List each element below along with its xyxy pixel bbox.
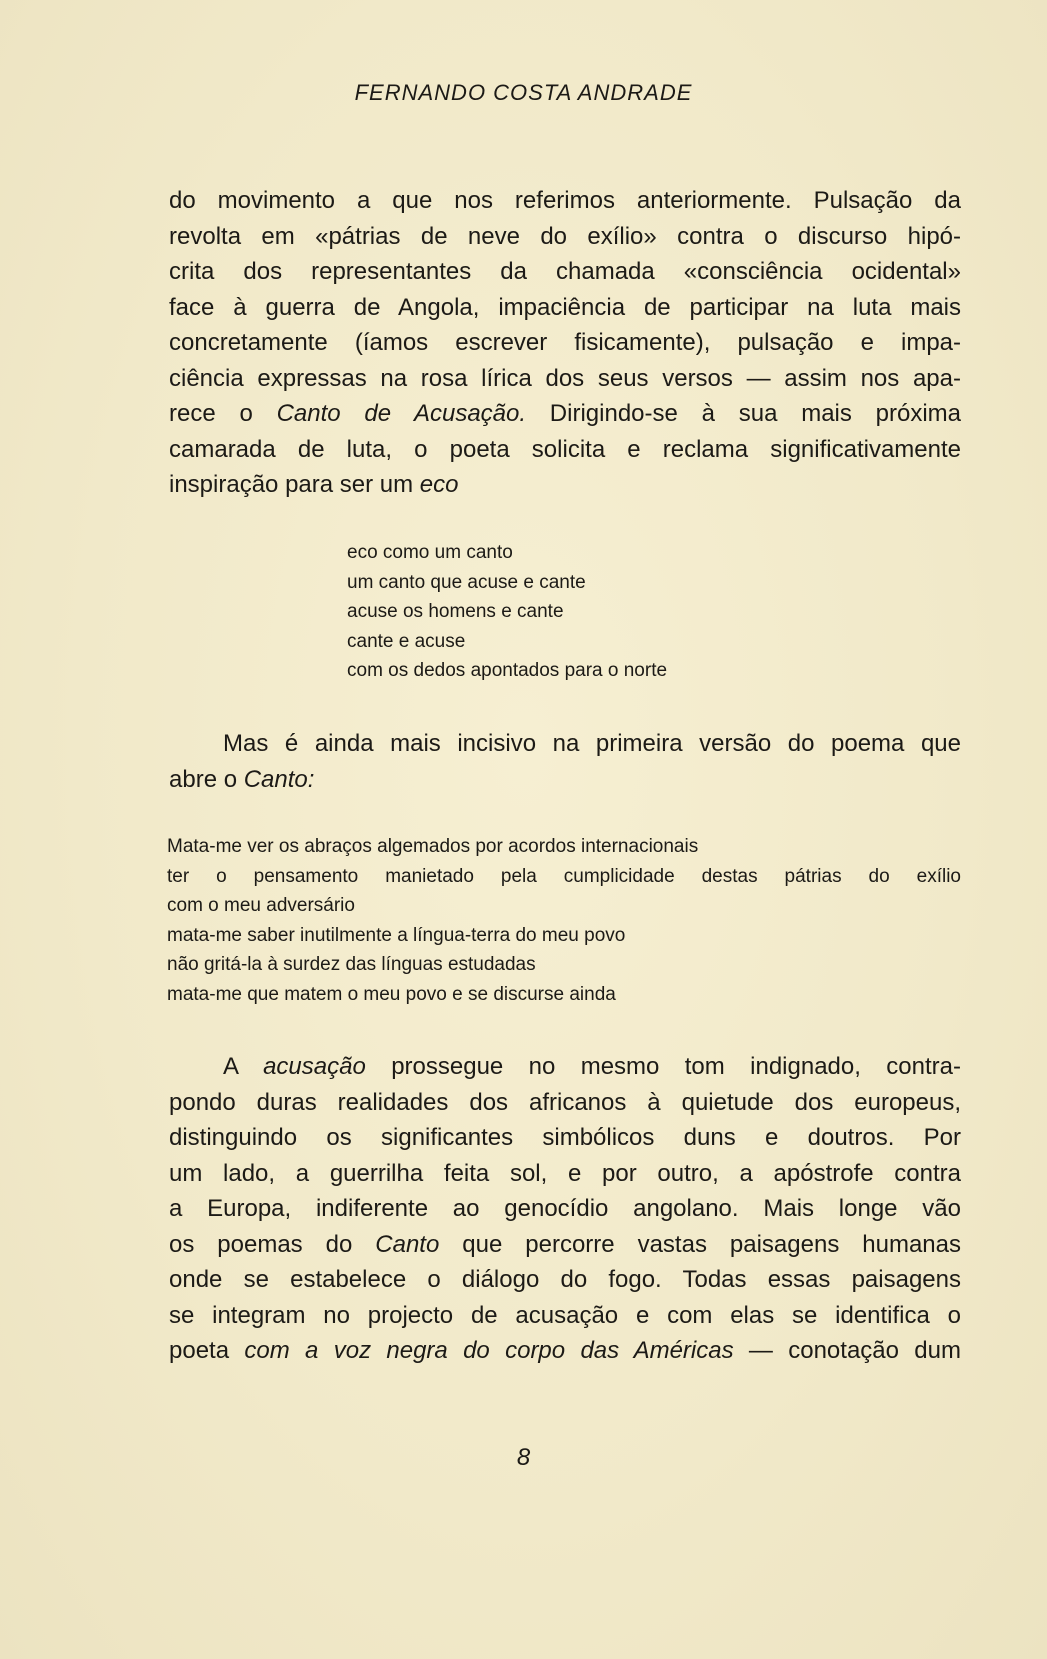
book-title-italic: Canto bbox=[375, 1230, 440, 1258]
paragraph-3 bbox=[169, 1049, 961, 1369]
text-run: abre o bbox=[169, 765, 244, 793]
text-run: os poemas do bbox=[169, 1230, 376, 1258]
text-line bbox=[169, 1227, 961, 1263]
text-line: camarada de luta, o poeta solicita e reclama significativamente bbox=[169, 435, 961, 463]
text-line bbox=[169, 762, 961, 798]
running-head: FERNANDO COSTA ANDRADE bbox=[354, 80, 693, 105]
text-run: — conotação dum bbox=[733, 1337, 961, 1364]
text-line: concretamente (íamos escrever fisicamente), pulsação e impa- bbox=[169, 329, 961, 356]
text-line: distinguindo os significantes simbólicos duns e doutros. Por bbox=[169, 1124, 961, 1151]
poem-verse: com o meu adversário bbox=[167, 895, 355, 916]
text-line: Mas é ainda mais incisivo na primeira versão do poema que bbox=[223, 730, 961, 757]
poem-verse: Mata-me ver os abraços algemados por acordos internacionais bbox=[167, 836, 699, 857]
text-run: rece o bbox=[169, 400, 277, 427]
text-run: prossegue no mesmo tom indignado, contra- bbox=[365, 1053, 961, 1080]
poem-verse: eco como um canto bbox=[347, 542, 513, 563]
book-title-italic: Canto de Acusação. bbox=[276, 400, 527, 427]
poem-quote-2 bbox=[167, 832, 961, 1009]
poem-verse: um canto que acuse e cante bbox=[347, 571, 586, 593]
text-line: ciência expressas na rosa lírica dos seus versos — assim nos apa- bbox=[169, 364, 961, 392]
poem-verse: com os dedos apontados para o norte bbox=[347, 660, 668, 681]
poem-verse: ter o pensamento manietado pela cumplicidade destas pátrias do exílio bbox=[167, 865, 961, 887]
poem-verse: mata-me saber inutilmente a língua-terra do meu povo bbox=[167, 924, 626, 946]
text-line bbox=[169, 467, 961, 503]
text-line: crita dos representantes da chamada «consciência ocidental» bbox=[169, 258, 961, 285]
text-run: inspiração para ser um bbox=[169, 471, 420, 498]
emphasis-italic: eco bbox=[419, 471, 459, 498]
text-line: do movimento a que nos referimos anteriormente. Pulsação da bbox=[169, 187, 961, 214]
text-line bbox=[169, 396, 961, 432]
paragraph-1 bbox=[169, 183, 961, 503]
text-line: a Europa, indiferente ao genocídio angolano. Mais longe vão bbox=[169, 1195, 961, 1222]
poem-verse: não gritá-la à surdez das línguas estudadas bbox=[167, 954, 536, 975]
text-run: Dirigindo-se à sua mais próxima bbox=[526, 400, 961, 427]
text-run: A bbox=[223, 1053, 264, 1080]
emphasis-italic: acusação bbox=[263, 1053, 366, 1080]
text-line: se integram no projecto de acusação e com elas se identifica o bbox=[169, 1301, 961, 1329]
text-run: poeta bbox=[169, 1337, 245, 1364]
book-title-italic: Canto: bbox=[243, 765, 315, 793]
text-line: um lado, a guerrilha feita sol, e por outro, a apóstrofe contra bbox=[169, 1159, 961, 1187]
paragraph-2 bbox=[169, 726, 961, 797]
text-line: onde se estabelece o diálogo do fogo. Todas essas paisagens bbox=[169, 1266, 961, 1293]
poem-verse: cante e acuse bbox=[347, 630, 466, 652]
text-line: face à guerra de Angola, impaciência de participar na luta mais bbox=[169, 293, 961, 321]
text-line bbox=[169, 1333, 961, 1369]
text-line bbox=[169, 1049, 961, 1085]
text-run: que percorre vastas paisagens humanas bbox=[439, 1230, 961, 1258]
poem-verse: acuse os homens e cante bbox=[347, 601, 564, 622]
text-line: pondo duras realidades dos africanos à quietude dos europeus, bbox=[169, 1088, 961, 1116]
page-number: 8 bbox=[516, 1444, 531, 1471]
poem-quote-1 bbox=[347, 538, 667, 686]
text-line: revolta em «pátrias de neve do exílio» contra o discurso hipó- bbox=[169, 222, 961, 250]
quotation-italic: com a voz negra do corpo das Américas bbox=[244, 1337, 734, 1364]
poem-verse: mata-me que matem o meu povo e se discurse ainda bbox=[167, 983, 616, 1005]
